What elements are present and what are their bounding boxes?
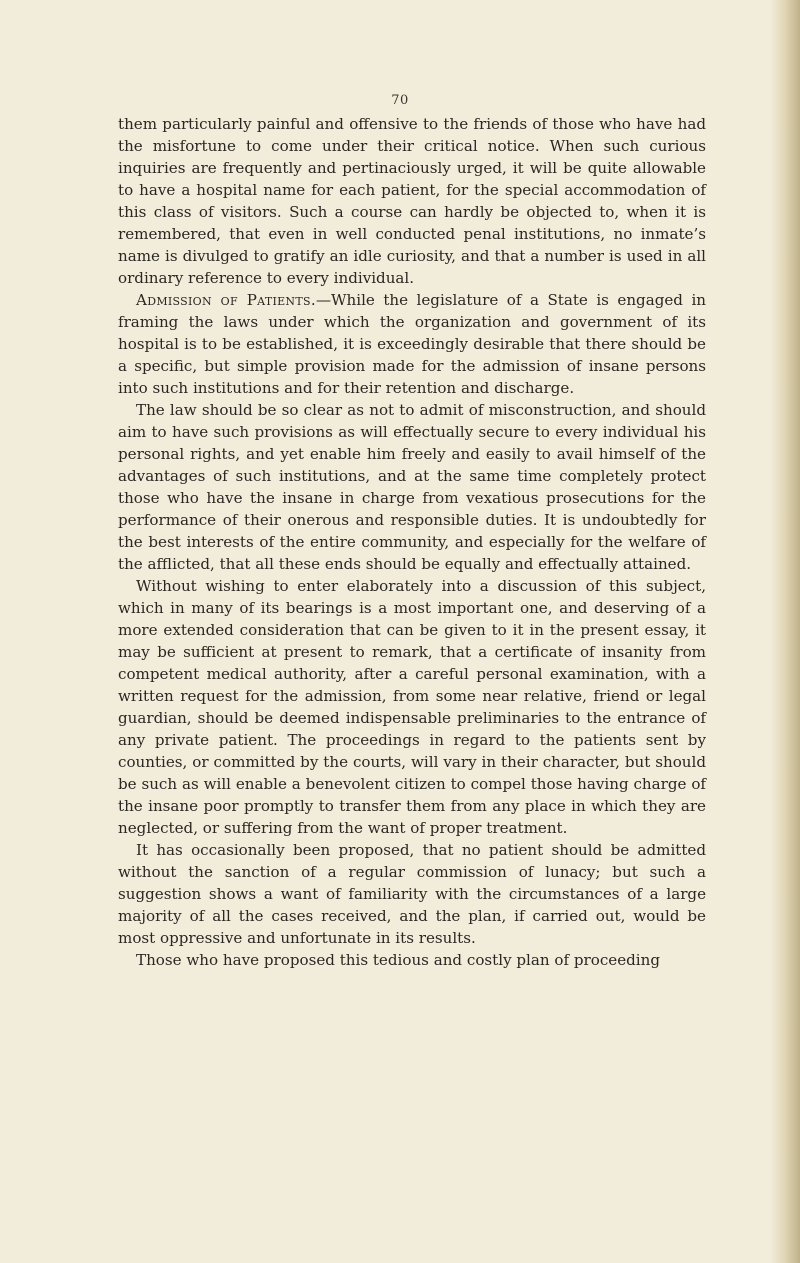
paragraph-2: [118, 289, 706, 399]
paragraph-4: Without wishing to enter elaborately into a discussion of this subject, which in many of its bearings is a most important one, and deserving of a more extended consideration that can be given to it in the present essay, it may be sufficient at present to remark, that a certificate of insanity from competent medical authority, after a careful personal examination, with a written request for the admission, from some near relative, friend or legal guardian, should be deemed indispensable preliminaries to the entrance of any private patient. The proceedings in regard to the patients sent by counties, or committed by the courts, will vary in their character, but should be such as will enable a benevolent citizen to compel those having charge of the insane poor promptly to transfer them from any place in which they are neglected, or suffering from the want of proper treatment.: [118, 577, 706, 837]
paragraph-5: It has occasionally been proposed, that no patient should be admitted without the sanction of a regular commission of lunacy; but such a suggestion shows a want of familiarity with the circumstances of a large majority of all the cases received, and the plan, if carried out, would be most oppressive and unfortunate in its results.: [118, 841, 706, 947]
body-text: [118, 113, 706, 971]
paragraph-6: Those who have proposed this tedious and costly plan of proceeding: [136, 951, 661, 969]
section-heading-admission-of-patients: Admission of Patients.: [136, 291, 316, 309]
page-number: 70: [391, 93, 409, 108]
paragraph-3: The law should be so clear as not to admit of misconstruction, and should aim to have such provisions as will effectually secure to every individual his personal rights, and yet enable him freely and easily to avail himself of the advantages of such institutions, and at the same time completely protect those who have the insane in charge from vexatious prosecutions for the performance of their onerous and responsible duties. It is undoubtedly for the best interests of the entire community, and especially for the welfare of the afflicted, that all these ends should be equally and effectually attained.: [118, 401, 706, 573]
paragraph-1: them particularly painful and offensive to the friends of those who have had the misfortune to come under their critical notice. When such curious inquiries are frequently and pertinaciously urged, it will be quite allowable to have a hospital name for each patient, for the special accommodation of this class of visitors. Such a course can hardly be objected to, when it is remembered, that even in well conducted penal institutions, no inmate’s name is divulged to gratify an idle curiosity, and that a number is used in all ordinary reference to every individual.: [118, 115, 706, 287]
paragraph-2-body: —While the legislature of a State is engaged in framing the laws under which the organization and government of its hospital is to be established, it is exceedingly desirable that there should be a specific, but simple provision made for the admission of insane persons into such institutions and for their retention and discharge.: [118, 291, 707, 397]
